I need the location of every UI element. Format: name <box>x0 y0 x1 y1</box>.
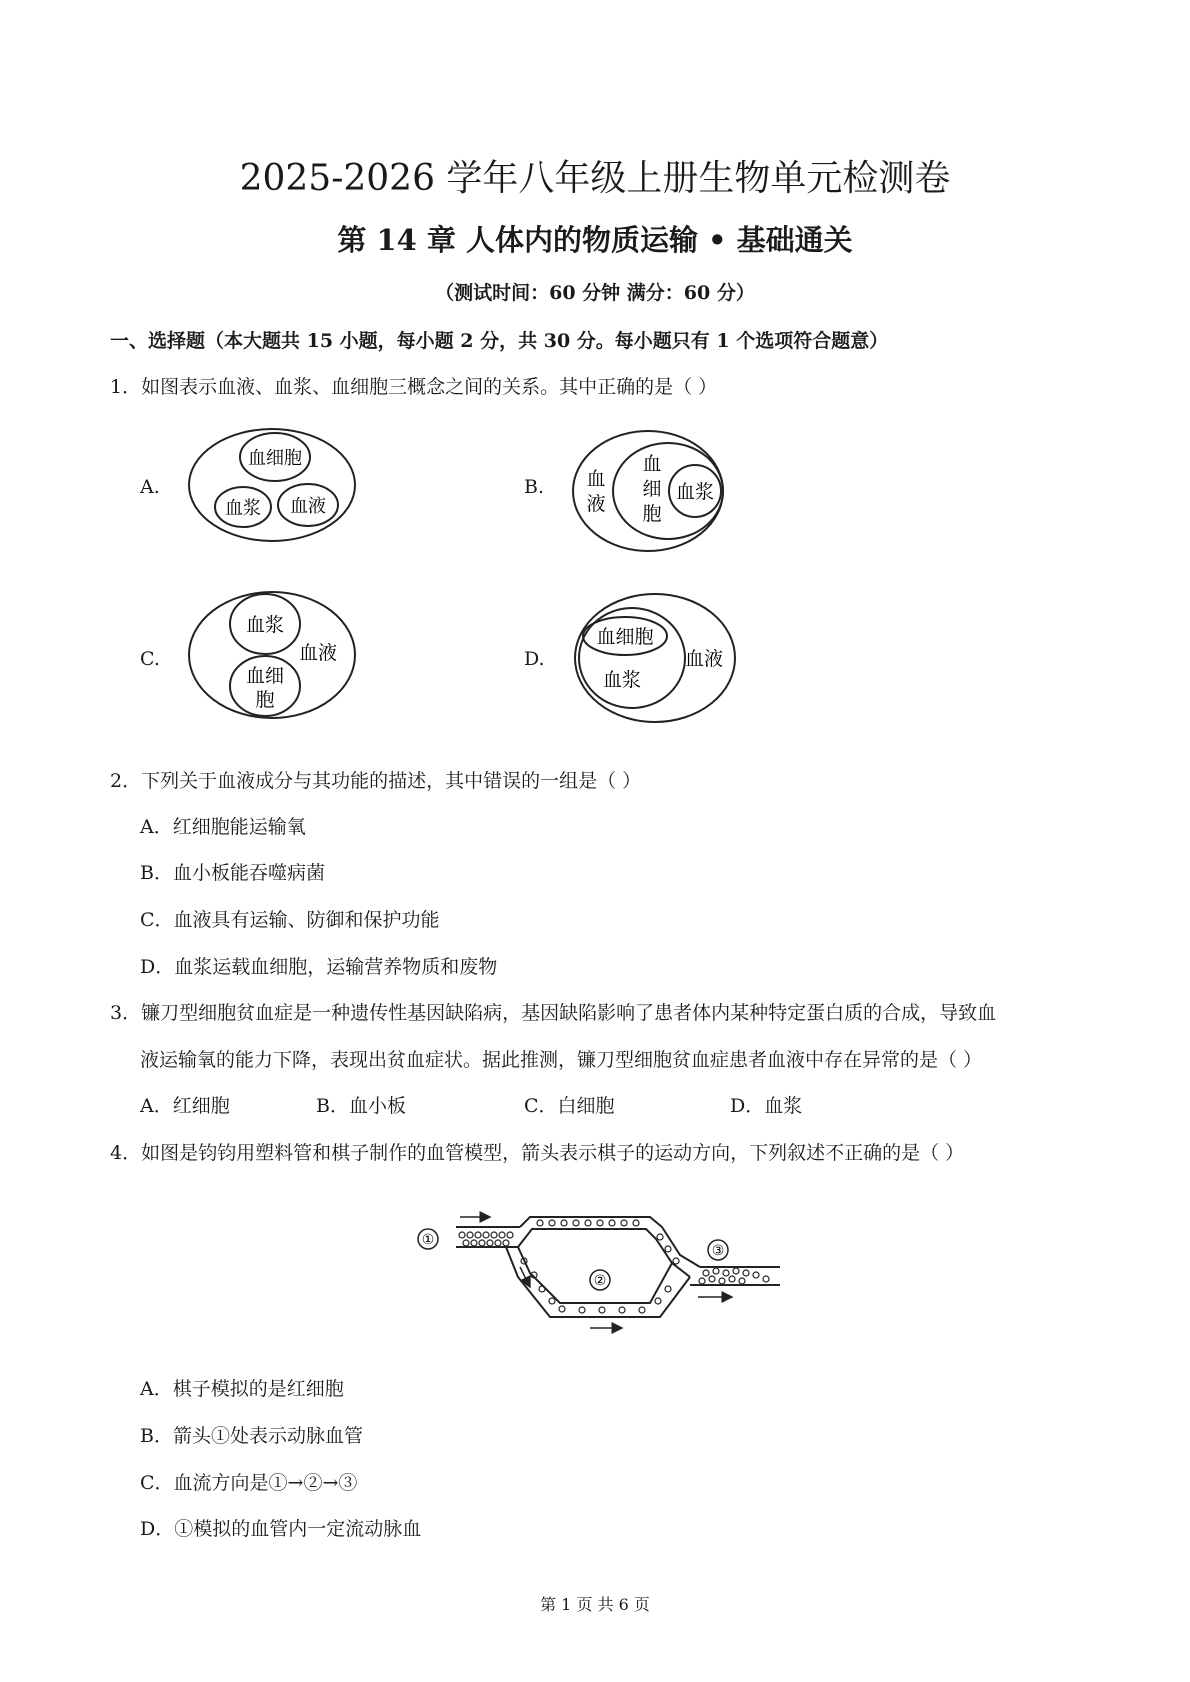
label-plasma: 血浆 <box>675 481 715 503</box>
label-blood: 血液 <box>684 648 724 670</box>
label-cell-2: 细 <box>642 478 662 500</box>
label-3: ③ <box>711 1243 725 1259</box>
q1-diagram-b <box>570 428 730 558</box>
label-cell-3: 胞 <box>642 503 662 525</box>
label-cell-1: 血 <box>642 453 662 475</box>
q4-option-d: D．①模拟的血管内一定流动脉血 <box>140 1518 422 1540</box>
q2-option-c: C．血液具有运输、防御和保护功能 <box>140 909 440 931</box>
circle-blood <box>189 429 355 541</box>
q3-option-a: A．红细胞 <box>140 1095 230 1117</box>
question-4-stem: 4．如图是钧钧用塑料管和棋子制作的血管模型，箭头表示棋子的运动方向，下列叙述不正确的是（ ） <box>110 1142 965 1164</box>
label-blood-cell: 血细胞 <box>248 448 302 469</box>
q4-option-a: A．棋子模拟的是红细胞 <box>140 1378 344 1400</box>
label-1: ① <box>421 1232 435 1248</box>
section-heading: 一、选择题（本大题共 15 小题，每小题 2 分，共 30 分。每小题只有 1 个选项符合题意） <box>110 330 889 352</box>
test-info: （测试时间：60 分钟 满分：60 分） <box>435 282 755 304</box>
q3-option-d: D．血浆 <box>730 1095 803 1117</box>
label-plasma: 血浆 <box>245 614 285 636</box>
q2-option-d: D．血浆运载血细胞，运输营养物质和废物 <box>140 956 498 978</box>
question-1-stem: 1．如图表示血液、血浆、血细胞三概念之间的关系。其中正确的是（ ） <box>110 376 718 398</box>
q1-option-c-label: C. <box>140 648 160 670</box>
q3-option-c: C．白细胞 <box>524 1095 615 1117</box>
page-footer: 第 1 页 共 6 页 <box>540 1595 650 1614</box>
label-blood-2: 液 <box>586 493 606 515</box>
label-2: ② <box>593 1273 607 1289</box>
label-cell-2: 胞 <box>255 689 275 711</box>
q1-option-a-label: A. <box>140 476 160 498</box>
q1-option-b-label: B. <box>524 476 545 498</box>
q2-option-a: A．红细胞能运输氧 <box>140 816 306 838</box>
q1-diagram-d <box>570 590 740 730</box>
chapter-subtitle: 第 14 章 人体内的物质运输 • 基础通关 <box>337 223 853 257</box>
q1-diagram-a <box>185 425 360 545</box>
label-cell-1: 血细 <box>245 665 285 687</box>
label-blood-cell: 血细胞 <box>596 626 654 648</box>
label-plasma: 血浆 <box>225 498 261 519</box>
q1-diagram-c <box>185 588 360 723</box>
loop-upper-inner <box>518 1229 690 1277</box>
page-title: 2025-2026 学年八年级上册生物单元检测卷 <box>239 158 951 199</box>
q2-option-b: B．血小板能吞噬病菌 <box>140 862 325 884</box>
q4-option-c: C．血流方向是①→②→③ <box>140 1472 358 1494</box>
question-3-stem-line1: 3．镰刀型细胞贫血症是一种遗传性基因缺陷病，基因缺陷影响了患者体内某种特定蛋白质的合成，导致血 <box>110 1002 997 1024</box>
label-plasma: 血浆 <box>602 669 642 691</box>
question-3-stem-line2: 液运输氧的能力下降，表现出贫血症状。据此推测，镰刀型细胞贫血症患者血液中存在异常的是（ ） <box>140 1049 983 1071</box>
label-blood: 血液 <box>298 642 338 664</box>
q4-option-b: B．箭头①处表示动脉血管 <box>140 1425 363 1447</box>
label-blood-1: 血 <box>586 468 606 490</box>
label-blood: 血液 <box>290 496 326 517</box>
q4-blood-vessel-model <box>410 1205 785 1340</box>
q3-option-b: B．血小板 <box>316 1095 406 1117</box>
question-2-stem: 2．下列关于血液成分与其功能的描述，其中错误的一组是（ ） <box>110 770 642 792</box>
q1-option-d-label: D. <box>524 648 545 670</box>
